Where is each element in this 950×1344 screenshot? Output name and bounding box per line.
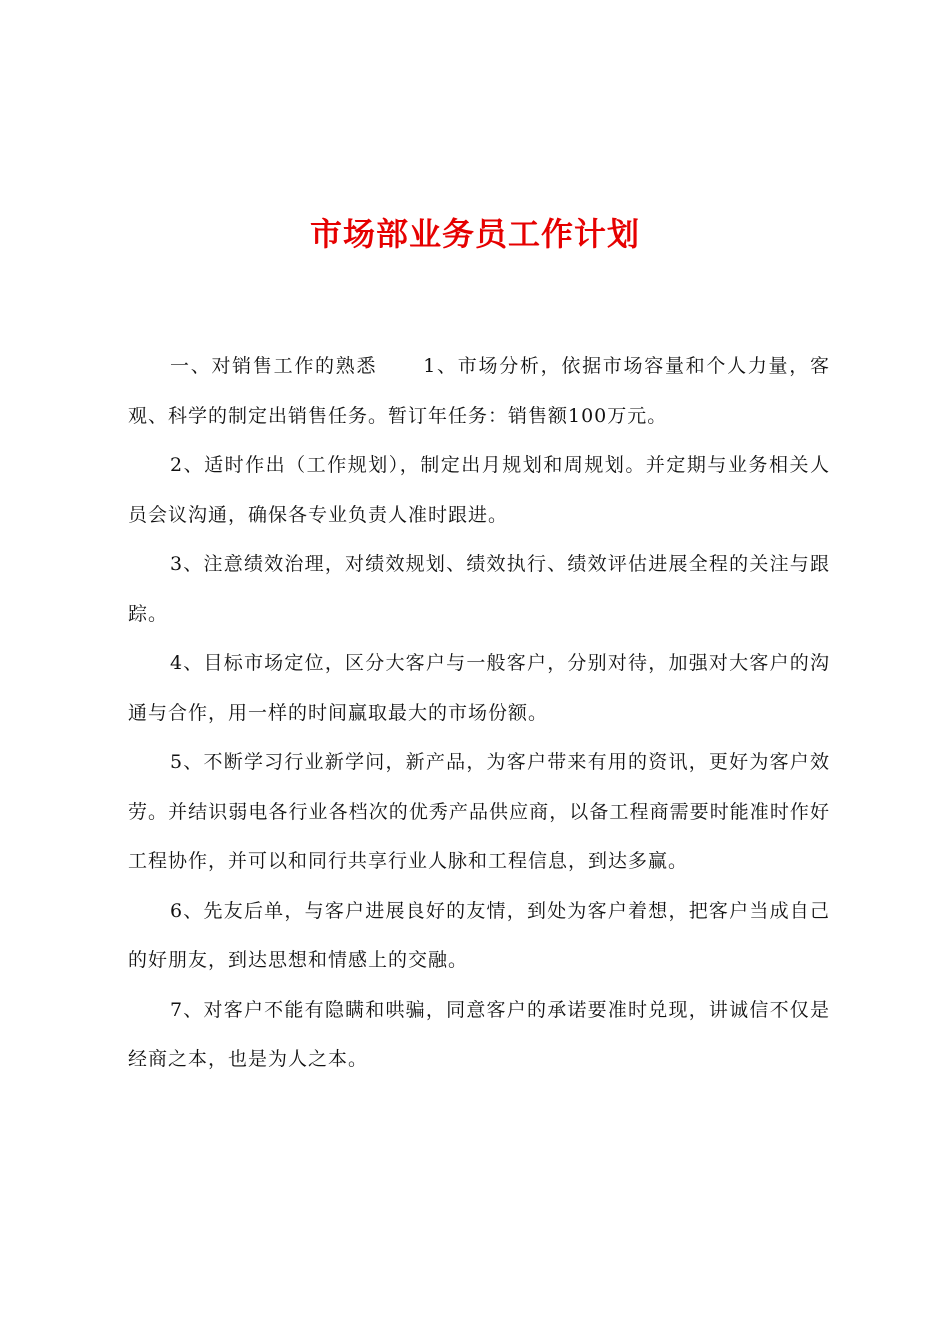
section-heading: 一、对销售工作的熟悉: [170, 355, 378, 377]
paragraph-2: 2、适时作出（工作规划），制定出月规划和周规划。并定期与业务相关人员会议沟通，确保各专业负责人准时跟进。: [128, 454, 830, 526]
document-title: 市场部业务员工作计划: [309, 215, 640, 253]
paragraph-6: 6、先友后单，与客户进展良好的友情，到处为客户着想，把客户当成自己的好朋友，到达思想和情感上的交融。: [128, 899, 830, 971]
document-body: [128, 342, 830, 1085]
paragraph-5: 5、不断学习行业新学问，新产品，为客户带来有用的资讯，更好为客户效劳。并结识弱电各行业各档次的优秀产品供应商，以备工程商需要时能准时作好工程协作，并可以和同行共享行业人脉和工程信息，到达多赢。: [128, 751, 830, 872]
paragraph-3: 3、注意绩效治理，对绩效规划、绩效执行、绩效评估进展全程的关注与跟踪。: [128, 553, 830, 625]
paragraph-text: 1、市场分析，依据市场容量和个人力量，客观、科学的制定出销售任务。暂订年任务：销售额100万元。: [128, 355, 830, 427]
paragraph-1: [128, 342, 830, 441]
paragraph-4: 4、目标市场定位，区分大客户与一般客户，分别对待，加强对大客户的沟通与合作，用一样的时间赢取最大的市场份额。: [128, 652, 830, 724]
paragraph-7: 7、对客户不能有隐瞒和哄骗，同意客户的承诺要准时兑现，讲诚信不仅是经商之本，也是为人之本。: [128, 998, 830, 1070]
